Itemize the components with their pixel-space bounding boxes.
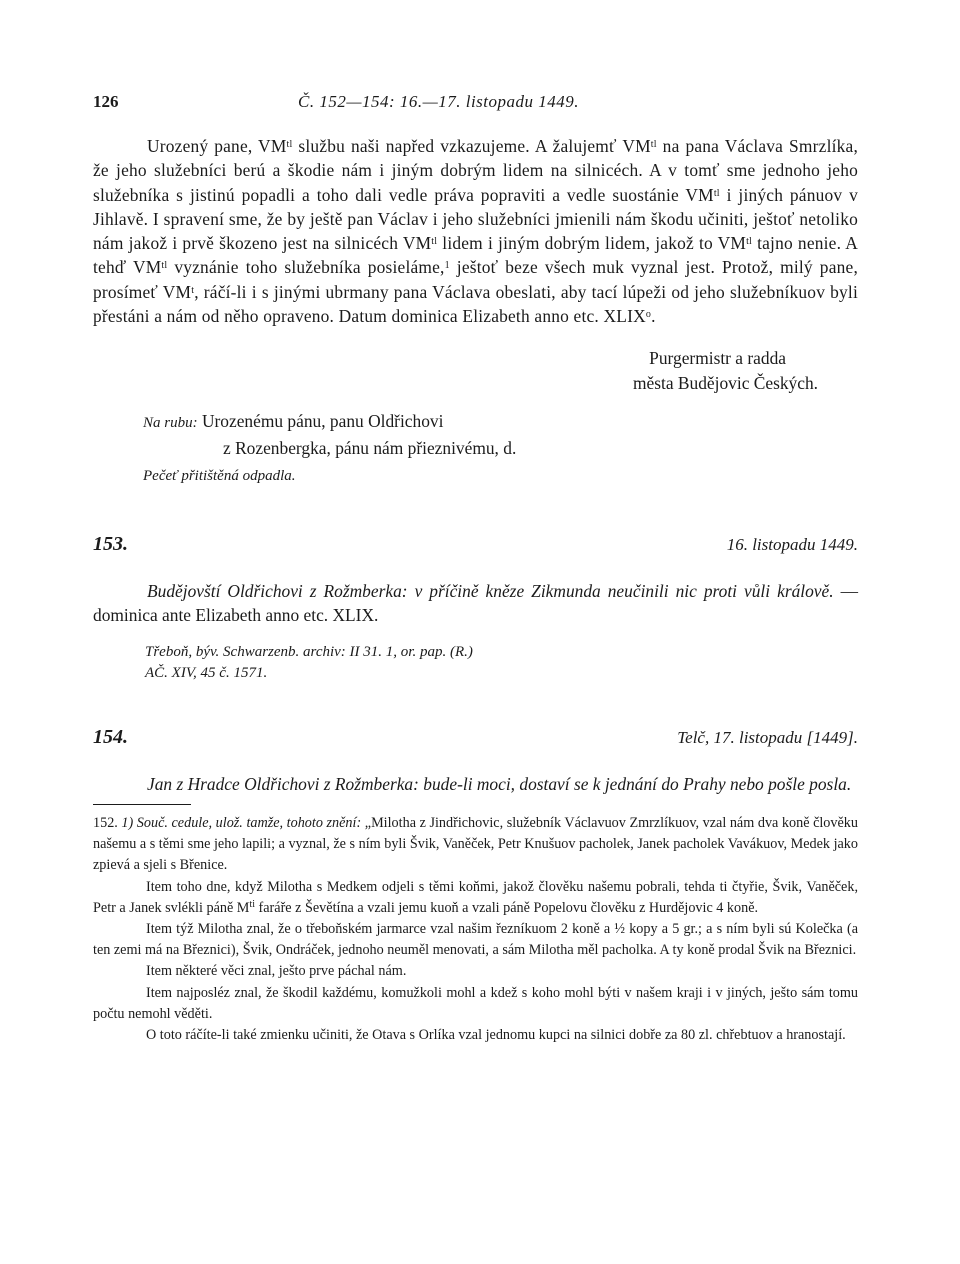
superscript: tl bbox=[286, 139, 293, 150]
address-line: Urozenému pánu, panu Oldřichovi bbox=[201, 410, 444, 431]
footnote-ref: 1 bbox=[444, 260, 450, 272]
footnote-text: Item toho dne, když Milotha s Medkem odjeli s těmi koňmi, jakož člověku našemu pobrali, tehda ti čtyřie, Švik, Vaněček, Petr a Janek svlékli páně M bbox=[93, 878, 858, 916]
seal-note: Pečeť přitištěná odpadla. bbox=[143, 468, 296, 485]
footnote-text: „Milotha z Jindřichovic, služebník Václavuov Zmrzlíkuov, vzal nám dva koně člověku našemu a s těmi sme jeho lapili; a vyznal, že s ním byli Švik, Vaněček, Petr Knušuov pacholek, Janek pacholek Vavákuov, Medek jako zpievá a sjeli s Břenice. bbox=[93, 815, 858, 874]
running-head bbox=[93, 92, 858, 118]
superscript: tl bbox=[431, 236, 438, 248]
footnote-paragraph bbox=[93, 877, 858, 919]
superscript: o bbox=[645, 309, 652, 321]
footnotes bbox=[93, 813, 858, 1046]
source-line: AČ. XIV, 45 č. 1571. bbox=[145, 664, 268, 681]
superscript: t bbox=[191, 284, 195, 296]
letter-text: lidem i jiným dobrým lidem, jakož to VM bbox=[437, 233, 747, 254]
running-title: Č. 152—154: 16.—17. listopadu 1449. bbox=[298, 92, 580, 111]
source-line: Třeboň, býv. Schwarzenb. archiv: II 31. 1, or. pap. (R.) bbox=[145, 643, 473, 660]
superscript: tl bbox=[161, 260, 168, 272]
footnote-ref-text: 1) Souč. cedule, ulož. tamže, tohoto znění: bbox=[117, 815, 365, 832]
superscript: tl bbox=[713, 187, 720, 199]
signature bbox=[93, 346, 858, 395]
doc-154-regest bbox=[93, 772, 858, 796]
doc-153-heading bbox=[93, 533, 858, 563]
superscript: ti bbox=[249, 898, 255, 910]
letter-text: . bbox=[651, 306, 656, 327]
doc-date: Telč, 17. listopadu [1449]. bbox=[677, 727, 858, 747]
regest-text: Jan z Hradce Oldřichovi z Rožmberka: bude-li moci, dostaví se k jednání do Prahy nebo pošle posla. bbox=[147, 773, 852, 794]
footnote-paragraph: O toto ráčíte-li také zmienku učiniti, že Otava s Orlíka vzal jednomu kupci na silnici dobře za 80 zl. chřebtuov a hranostají. bbox=[146, 1027, 846, 1044]
doc-153-source bbox=[145, 642, 858, 684]
letter-text: i jiných pánuov v Jihlavě. I spravení sme, že by ještě pan Václav i jeho služebníci jmienili nám škodu učiniti, ještoť netoliko nám jakož i prvě škozeno jest na silnicéch VM bbox=[93, 184, 859, 254]
letter-text: tajno nenie. A tehď VM bbox=[93, 233, 858, 278]
letter-text: , ráčí-li i s jinými ubrmany pana Václava obeslati, aby tací lúpeži od jeho služebníkuov byli přestáni a nám od něho opraveno. Datum dominica Elizabeth anno etc. XLIX bbox=[93, 281, 858, 327]
page bbox=[93, 92, 858, 1046]
regest-date-text: — dominica ante Elizabeth anno etc. XLIX. bbox=[93, 581, 858, 626]
footnote-paragraph: Item najposléz znal, že škodil každému, komužkoli mohl a kdež s koho mohl býti v našem kraji i v jiných, ješto sám tomu počtu nemohl věděti. bbox=[93, 984, 858, 1022]
letter-text: ještoť beze všech muk vyznal jest. Protož, milý pane, prosímeť VM bbox=[93, 257, 858, 302]
letter-152-body bbox=[93, 134, 858, 328]
footnote-paragraph bbox=[93, 813, 858, 877]
doc-153-regest bbox=[93, 579, 858, 628]
footnote-text: faráře z Ševětína a vzali jemu kuoň a vzali páně Popelovu člověku z Hurdějovic 4 koně. bbox=[254, 899, 759, 916]
doc-number: 154. bbox=[93, 725, 128, 748]
footnote-paragraph: Item některé věci znal, ješto prve páchal nám. bbox=[146, 963, 407, 980]
doc-date: 16. listopadu 1449. bbox=[726, 535, 858, 555]
address-block bbox=[143, 409, 858, 460]
letter-text: službu naši napřed vzkazujeme. A žalujemť VM bbox=[292, 136, 651, 156]
page-number: 126 bbox=[93, 92, 119, 111]
superscript: tl bbox=[650, 139, 657, 150]
regest-text: Budějovští Oldřichovi z Rožmberka: v příčině kněze Zikmunda neučinili nic proti vůli králově. bbox=[147, 581, 834, 602]
footnote-number: 152. bbox=[93, 815, 118, 832]
signature-line: města Budějovic Českých. bbox=[633, 372, 818, 393]
letter-text: vyznánie toho služebníka posieláme, bbox=[167, 257, 445, 278]
superscript: tl bbox=[746, 236, 753, 248]
signature-line: Purgermistr a radda bbox=[649, 348, 786, 369]
footnote-divider bbox=[93, 804, 191, 805]
doc-154-heading bbox=[93, 726, 858, 756]
address-line: z Rozenbergka, pánu nám přieznivému, d. bbox=[223, 437, 517, 458]
letter-text: na pana Václava Smrzlíka, že jeho služebníci berú a škodie nám i jiným dobrým lidem na silnicéch. A v tomť sme jednoho jeho služebníka s jistinú popadli a toho dali vedle práva popraviti a vedle suostánie VM bbox=[93, 136, 858, 205]
letter-text: Urozený pane, VM bbox=[147, 136, 287, 156]
footnote-paragraph: Item týž Milotha znal, že o třeboňském jarmarce vzal našim řezníkuom 2 koně a ½ kopy a 5 gr.; a s ním byli sú Kolečka (a ten zemi má na Březnici), Švik, Ondráček, jednoho neuměl menovati, a sám Milotha měl pacholka. A ty koně prodal Švik na Březnici. bbox=[93, 921, 858, 959]
address-label: Na rubu: bbox=[143, 414, 198, 431]
doc-number: 153. bbox=[93, 533, 128, 556]
